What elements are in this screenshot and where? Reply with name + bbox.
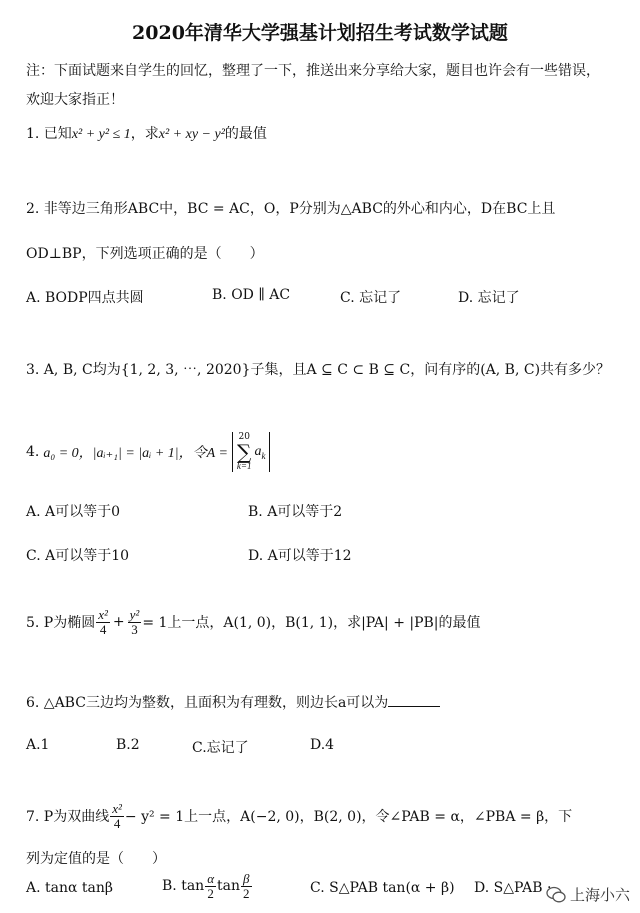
q7-option-d: D. S△PAB ·	[474, 880, 552, 896]
q2-option-c: C. 忘记了	[340, 290, 402, 306]
q1-expression: x² + xy − y²	[158, 127, 225, 142]
answer-blank	[388, 694, 440, 707]
q1-prefix: 1. 已知	[26, 126, 72, 142]
sum-lower: k=1	[236, 461, 252, 471]
q2-option-b: B. OD ∥ AC	[212, 287, 291, 303]
q2-option-a: A. BODP四点共圆	[26, 290, 144, 306]
q4-option-c: C. A可以等于10	[26, 548, 130, 564]
q4-prefix: 4.	[26, 444, 40, 460]
watermark	[546, 884, 630, 905]
q5-frac-y: $\frac{\text{y²}}{3}$	[129, 607, 140, 637]
q2-option-d: D. 忘记了	[458, 290, 520, 306]
q4-abs-sum	[232, 432, 271, 472]
q5-frac-x: $\frac{\text{x²}}{4}$	[98, 607, 108, 637]
q7-option-a: A. tanα tanβ	[26, 880, 113, 896]
sum-upper: 20	[238, 432, 250, 442]
q5-prefix: 5. P为椭圆	[26, 615, 96, 632]
question-7-line-2: 列为定值的是（ ）	[26, 851, 166, 867]
q7-option-c: C. S△PAB tan(α + β)	[310, 880, 455, 896]
q1-mid: ，求	[130, 126, 159, 142]
q1-condition: x² + y² ≤ 1	[71, 127, 131, 142]
question-2-line-1: 2. 非等边三角形ABC中，BC = AC，O，P分别为△ABC的外心和内心，D在BC上且	[26, 201, 556, 217]
q4-option-b: B. A可以等于2	[248, 504, 343, 520]
question-3: 3. A, B, C均为{1, 2, 3, ⋯, 2020}子集，且A ⊆ C ⊂ B ⊆ C，问有序的(A, B, C)共有多少？	[26, 362, 611, 378]
note-line-1: 注：下面试题来自学生的回忆，整理了一下，推送出来分享给大家，题目也许会有一些错误，	[26, 63, 600, 79]
sigma-icon: ∑	[237, 440, 252, 464]
question-5: 5. P为椭圆 $\frac{\text{x²}}{4}$ + $\frac{\text{y²}}{3}$ = 1上一点，A(1, 0)，B(1, 1)，求|PA| + |PB|的最值	[26, 607, 481, 637]
q5-rest: = 1上一点，A(1, 0)，B(1, 1)，求|PA| + |PB|的最值	[142, 615, 481, 632]
q4-condition: a₀ = 0，|aᵢ₊₁| = |aᵢ + 1|，令A =	[43, 446, 228, 461]
q1-suffix: 的最值	[224, 126, 267, 142]
watermark-text: 上海小六	[569, 886, 630, 904]
question-6: 6. △ABC三边均为整数，且面积为有理数，则边长a可以为	[26, 692, 440, 712]
question-7-line-1: 7. P为双曲线 $\frac{\text{x²}}{4}$ − y² = 1上一点，A(−2, 0)，B(2, 0)，令∠PAB = α，∠PBA = β，下	[26, 801, 573, 831]
q6-option-d: D.4	[310, 737, 335, 753]
q4-option-a: A. A可以等于0	[26, 504, 121, 520]
sum-symbol	[237, 433, 252, 471]
question-1	[26, 123, 267, 143]
q7-option-b: B. tan $\frac{\alpha}{2}$ tan $\frac{\beta}{2}$	[162, 871, 250, 901]
note-line-2: 欢迎大家指正！	[26, 92, 124, 108]
sum-term: $a_k$	[254, 443, 266, 461]
question-2-line-2: OD⊥BP，下列选项正确的是（ ）	[26, 246, 264, 262]
q6-option-c: C.忘记了	[192, 740, 249, 756]
q6-option-a: A.1	[26, 737, 50, 753]
q7-frac: $\frac{\text{x²}}{4}$	[112, 801, 122, 831]
wechat-icon	[546, 886, 566, 904]
q6-option-b: B.2	[116, 737, 140, 753]
q4-option-d: D. A可以等于12	[248, 548, 352, 564]
question-4	[26, 432, 270, 472]
page-title: 2020年清华大学强基计划招生考试数学试题	[132, 22, 508, 44]
